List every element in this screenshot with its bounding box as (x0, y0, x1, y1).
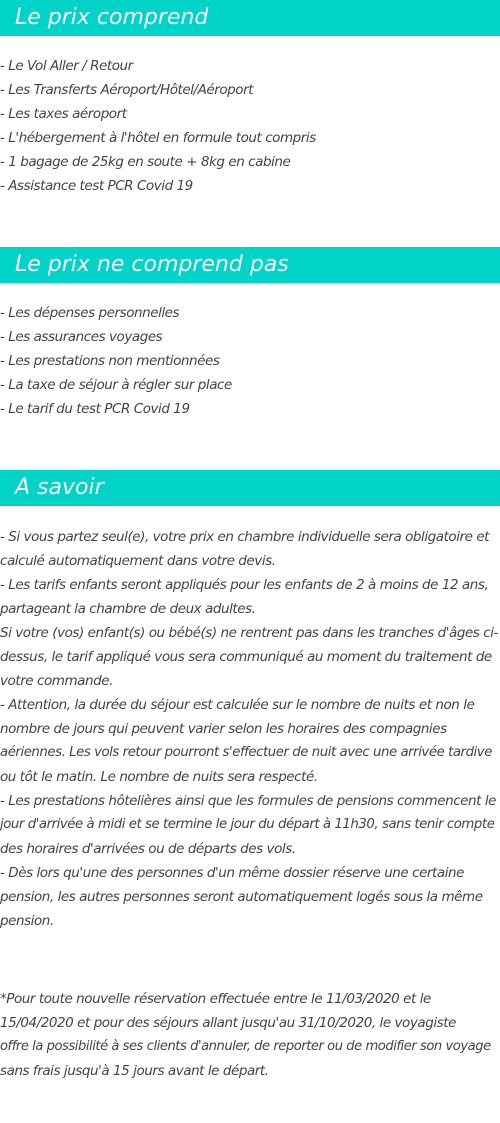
info-line: pension, les autres personnes seront automatiquement logés sous la même (0, 889, 483, 905)
info-line: - Dès lors qu'une des personnes d'un même dossier réserve une certaine (0, 865, 464, 881)
info-line: aériennes. Les vols retour pourront s'effectuer de nuit avec une arrivée tardive (0, 745, 492, 760)
info-section-title: A savoir (0, 470, 500, 506)
info-line: partageant la chambre de deux adultes. (0, 601, 256, 617)
footnote-line: offre la possibilité à ses clients d'annuler, de reporter ou de modifier son voyage (0, 1039, 491, 1054)
info-line: nombre de jours qui peuvent varier selon les horaires des compagnies (0, 721, 447, 737)
list-item: - Assistance test PCR Covid 19 (0, 178, 193, 194)
included-section-title: Le prix comprend (0, 0, 500, 36)
footnote (0, 987, 500, 1083)
info-line: votre commande. (0, 673, 113, 689)
list-item: - La taxe de séjour à régler sur place (0, 377, 232, 393)
info-line: ou tôt le matin. Le nombre de nuits sera respecté. (0, 769, 318, 785)
footnote-line: *Pour toute nouvelle réservation effectuée entre le 11/03/2020 et le (0, 991, 431, 1007)
list-item: - Les Transferts Aéroport/Hôtel/Aéroport (0, 82, 254, 98)
info-line: - Les prestations hôtelières ainsi que les formules de pensions commencent le (0, 793, 496, 809)
info-line: - Les tarifs enfants seront appliqués pour les enfants de 2 à moins de 12 ans, (0, 577, 489, 593)
info-line: - Attention, la durée du séjour est calculée sur le nombre de nuits et non le (0, 697, 475, 713)
excluded-section-title: Le prix ne comprend pas (0, 247, 500, 283)
info-paragraphs (0, 525, 500, 933)
list-item: - 1 bagage de 25kg en soute + 8kg en cabine (0, 154, 291, 170)
info-line: dessus, le tarif appliqué vous sera communiqué au moment du traitement de (0, 649, 492, 665)
info-line: calculé automatiquement dans votre devis. (0, 553, 276, 569)
info-line: jour d'arrivée à midi et se termine le jour du départ à 11h30, sans tenir compte (0, 817, 495, 832)
info-line: des horaires d'arrivées ou de départs des vols. (0, 841, 296, 857)
footnote-line: sans frais jusqu'à 15 jours avant le départ. (0, 1063, 269, 1079)
list-item: - Le tarif du test PCR Covid 19 (0, 401, 190, 417)
excluded-list (0, 301, 500, 421)
list-item: - Les assurances voyages (0, 329, 163, 345)
list-item: - Le Vol Aller / Retour (0, 58, 133, 74)
info-line: pension. (0, 913, 54, 929)
list-item: - Les dépenses personnelles (0, 305, 180, 321)
included-list (0, 54, 500, 198)
info-line: - Si vous partez seul(e), votre prix en chambre individuelle sera obligatoire et (0, 529, 490, 545)
info-line: Si votre (vos) enfant(s) ou bébé(s) ne rentrent pas dans les tranches d'âges ci- (0, 625, 498, 641)
list-item: - Les prestations non mentionnées (0, 353, 220, 369)
footnote-line: 15/04/2020 et pour des séjours allant jusqu'au 31/10/2020, le voyagiste (0, 1015, 456, 1031)
list-item: - L'hébergement à l'hôtel en formule tout compris (0, 130, 316, 146)
list-item: - Les taxes aéroport (0, 106, 127, 122)
